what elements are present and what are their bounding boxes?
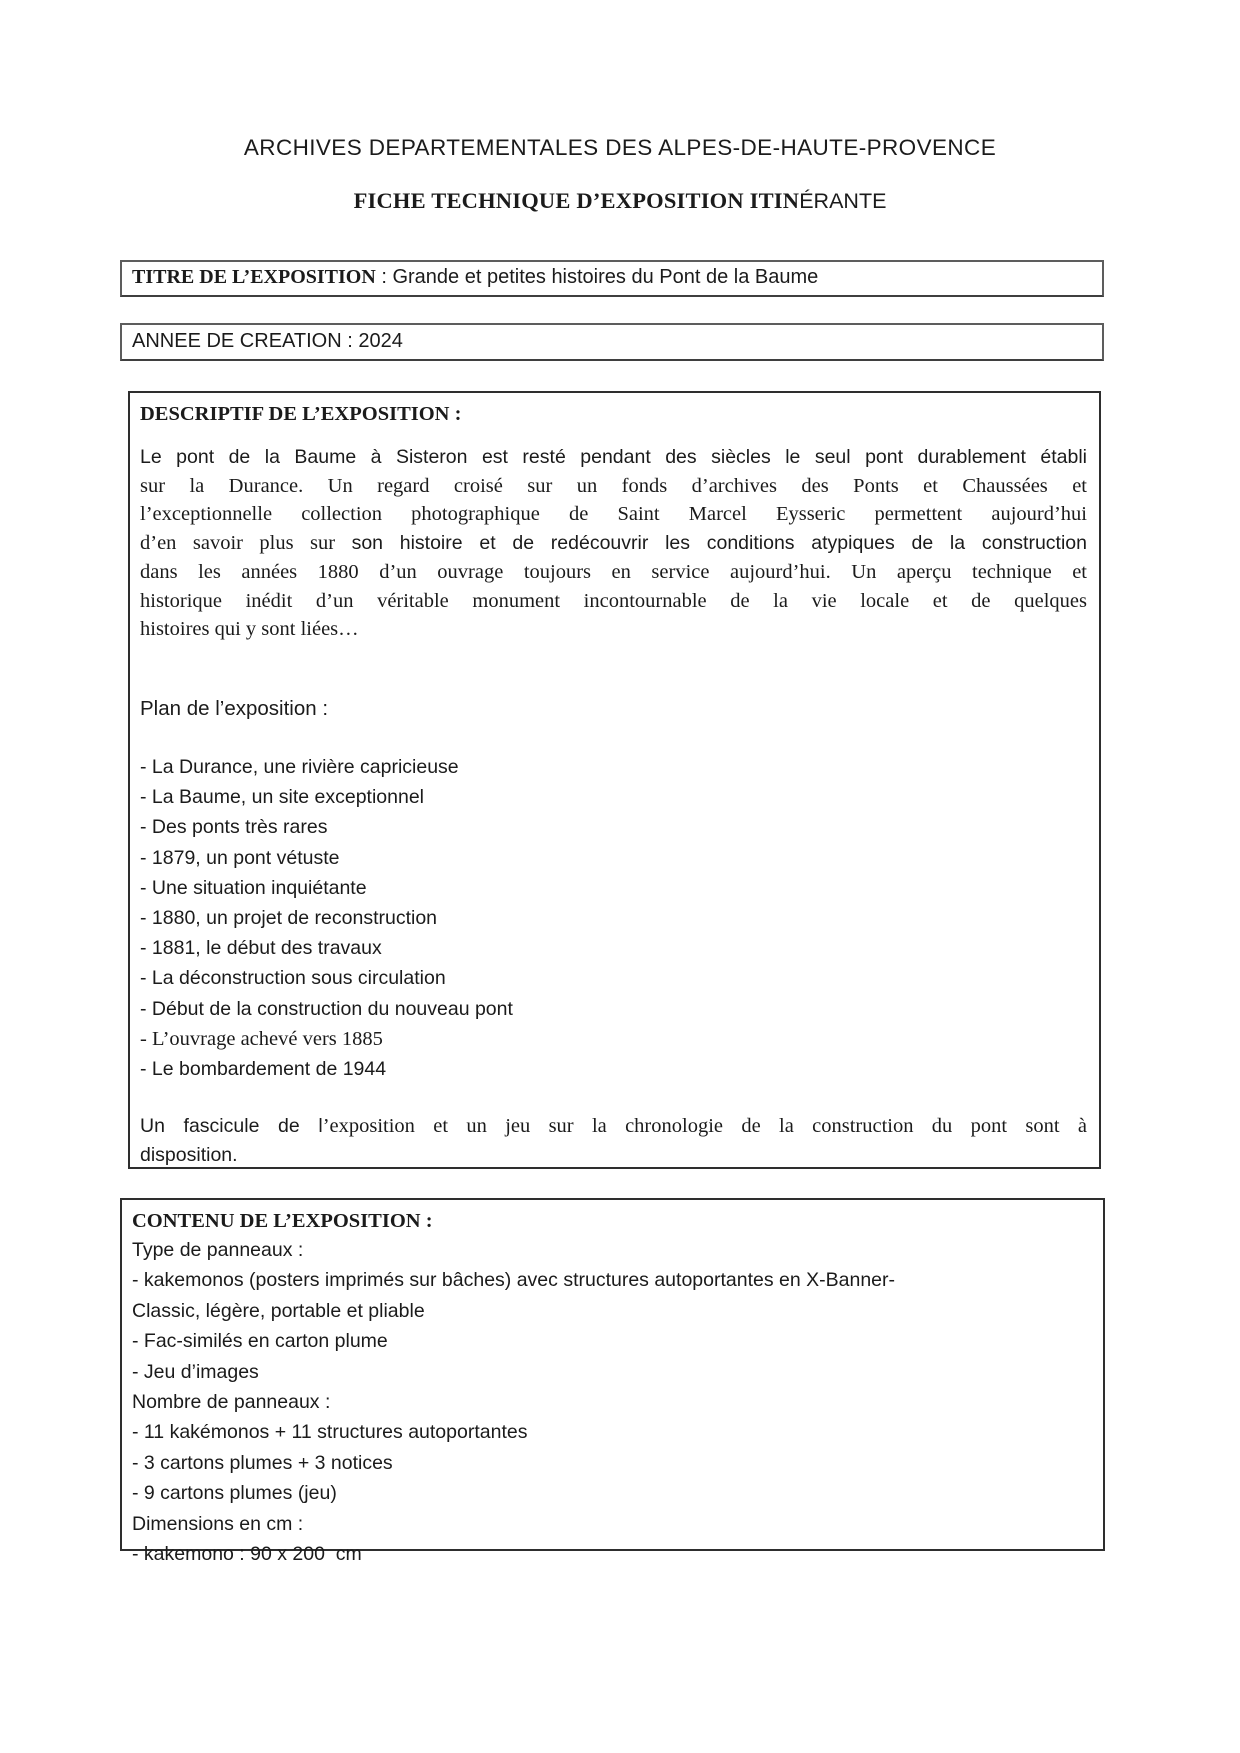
text-segment: Dimensions en cm : <box>132 1512 304 1535</box>
subtitle-main-text: FICHE TECHNIQUE D’EXPOSITION ITIN <box>353 188 800 213</box>
contenu-list-line <box>132 1388 1091 1418</box>
plan-heading: Plan de l’exposition : <box>140 696 329 720</box>
descriptif-paragraph <box>140 444 1087 645</box>
plan-list-item <box>140 1055 1087 1085</box>
title-box <box>120 260 1104 297</box>
text-segment: ’exposition et un jeu sur la chronologie de la construction du pont sont à <box>322 1115 1087 1138</box>
text-segment: - 3 cartons plumes + 3 notices <box>132 1451 393 1474</box>
contenu-heading: CONTENU DE L’EXPOSITION : <box>132 1210 433 1232</box>
year-box-text: ANNEE DE CREATION : 2024 <box>132 330 403 352</box>
contenu-list-line <box>132 1266 1091 1296</box>
plan-list-item <box>140 753 1087 783</box>
contenu-list-line <box>132 1479 1091 1509</box>
text-segment: d’en savoir plus sur <box>140 532 352 555</box>
descriptif-box <box>128 391 1101 1169</box>
text-segment: - Des ponts très rares <box>140 816 328 839</box>
text-segment: - 11 kakémonos + 11 structures autoportantes <box>132 1421 528 1444</box>
descriptif-paragraph-line <box>140 444 1087 473</box>
contenu-list-line <box>132 1449 1091 1479</box>
text-segment: Classic, légère, portable et pliable <box>132 1299 425 1322</box>
closing-paragraph <box>140 1113 1087 1170</box>
text-segment: histoires qui y sont liées… <box>140 618 359 641</box>
text-segment: - kakemonos (posters imprimés sur bâches) avec structures autoportantes en X-Banner- <box>132 1269 895 1292</box>
text-segment: Un fascicule de l <box>140 1115 323 1138</box>
text-segment: - Début de la construction du nouveau pont <box>140 997 513 1020</box>
closing-paragraph-line <box>140 1142 1087 1171</box>
year-box <box>120 323 1104 361</box>
plan-list-item <box>140 904 1087 934</box>
text-segment: Type de panneaux : <box>132 1239 304 1261</box>
plan-list-item <box>140 783 1087 813</box>
text-segment: dans les années 1880 d’un ouvrage toujours en service aujourd’hui. Un aperçu technique et <box>140 560 1087 583</box>
contenu-list <box>132 1236 1091 1570</box>
title-box-label: TITRE DE L’EXPOSITION <box>132 266 376 288</box>
plan-list-item <box>140 874 1087 904</box>
text-segment: sur la Durance. Un regard croisé sur un fonds d’archives des Ponts et Chaussées et <box>140 474 1087 497</box>
text-segment: - 9 cartons plumes (jeu) <box>132 1482 337 1505</box>
contenu-list-line <box>132 1297 1091 1327</box>
contenu-list-line <box>132 1236 1091 1266</box>
contenu-box <box>120 1198 1105 1566</box>
plan-list <box>140 753 1087 1085</box>
descriptif-paragraph-line <box>140 588 1087 617</box>
descriptif-paragraph-line <box>140 559 1087 588</box>
title-box-separator: : <box>375 266 393 288</box>
descriptif-paragraph-line <box>140 473 1087 502</box>
descriptif-heading: DESCRIPTIF DE L’EXPOSITION : <box>140 403 462 425</box>
text-segment: disposition. <box>140 1143 238 1166</box>
text-segment: - Jeu d’images <box>132 1360 259 1383</box>
plan-list-item <box>140 964 1087 994</box>
contenu-list-line <box>132 1418 1091 1448</box>
closing-paragraph-line <box>140 1113 1087 1142</box>
title-box-value: Grande et petites histoires du Pont de la Baume <box>392 266 819 288</box>
contenu-list-line <box>132 1327 1091 1357</box>
text-segment: - 1879, un pont vétuste <box>140 846 340 869</box>
text-segment: - 1881, le début des travaux <box>140 937 382 960</box>
text-segment: - 1880, un projet de reconstruction <box>140 906 438 929</box>
plan-list-item <box>140 934 1087 964</box>
contenu-list-line <box>132 1540 1091 1570</box>
plan-list-item <box>140 844 1087 874</box>
contenu-list-line <box>132 1358 1091 1388</box>
contenu-list-line <box>132 1510 1091 1540</box>
text-segment: - Une situation inquiétante <box>140 876 367 899</box>
plan-list-item <box>140 813 1087 843</box>
text-segment: - La déconstruction sous circulation <box>140 967 446 990</box>
descriptif-paragraph-line <box>140 530 1087 559</box>
text-segment: son histoire et de redécouvrir les conditions atypiques de la construction <box>351 532 1087 555</box>
text-segment: - kakemono : 90 x 200 cm <box>132 1543 362 1566</box>
text-segment: Nombre de panneaux : <box>132 1391 331 1414</box>
fiche-subtitle <box>0 188 1240 214</box>
plan-list-item <box>140 995 1087 1025</box>
text-segment: l’exceptionnelle collection photographique de Saint Marcel Eysseric permettent aujourd’hui <box>140 503 1087 526</box>
descriptif-paragraph-line <box>140 616 1087 645</box>
plan-list-item <box>140 1025 1087 1055</box>
text-segment: - L’ouvrage achevé vers 1885 <box>140 1027 383 1050</box>
descriptif-paragraph-line <box>140 501 1087 530</box>
text-segment: historique inédit d’un véritable monument incontournable de la vie locale et de quelques <box>140 589 1087 612</box>
text-segment: - Le bombardement de 1944 <box>140 1057 387 1080</box>
text-segment: - Fac-similés en carton plume <box>132 1330 388 1353</box>
subtitle-tail-text: ÉRANTE <box>799 189 887 213</box>
text-segment: - La Durance, une rivière capricieuse <box>140 755 459 778</box>
archives-header: ARCHIVES DEPARTEMENTALES DES ALPES-DE-HAUTE-PROVENCE <box>243 135 997 160</box>
text-segment: - La Baume, un site exceptionnel <box>140 786 425 809</box>
text-segment: Le pont de la Baume à Sisteron est resté pendant des siècles le seul pont durablement établi <box>140 446 1087 468</box>
